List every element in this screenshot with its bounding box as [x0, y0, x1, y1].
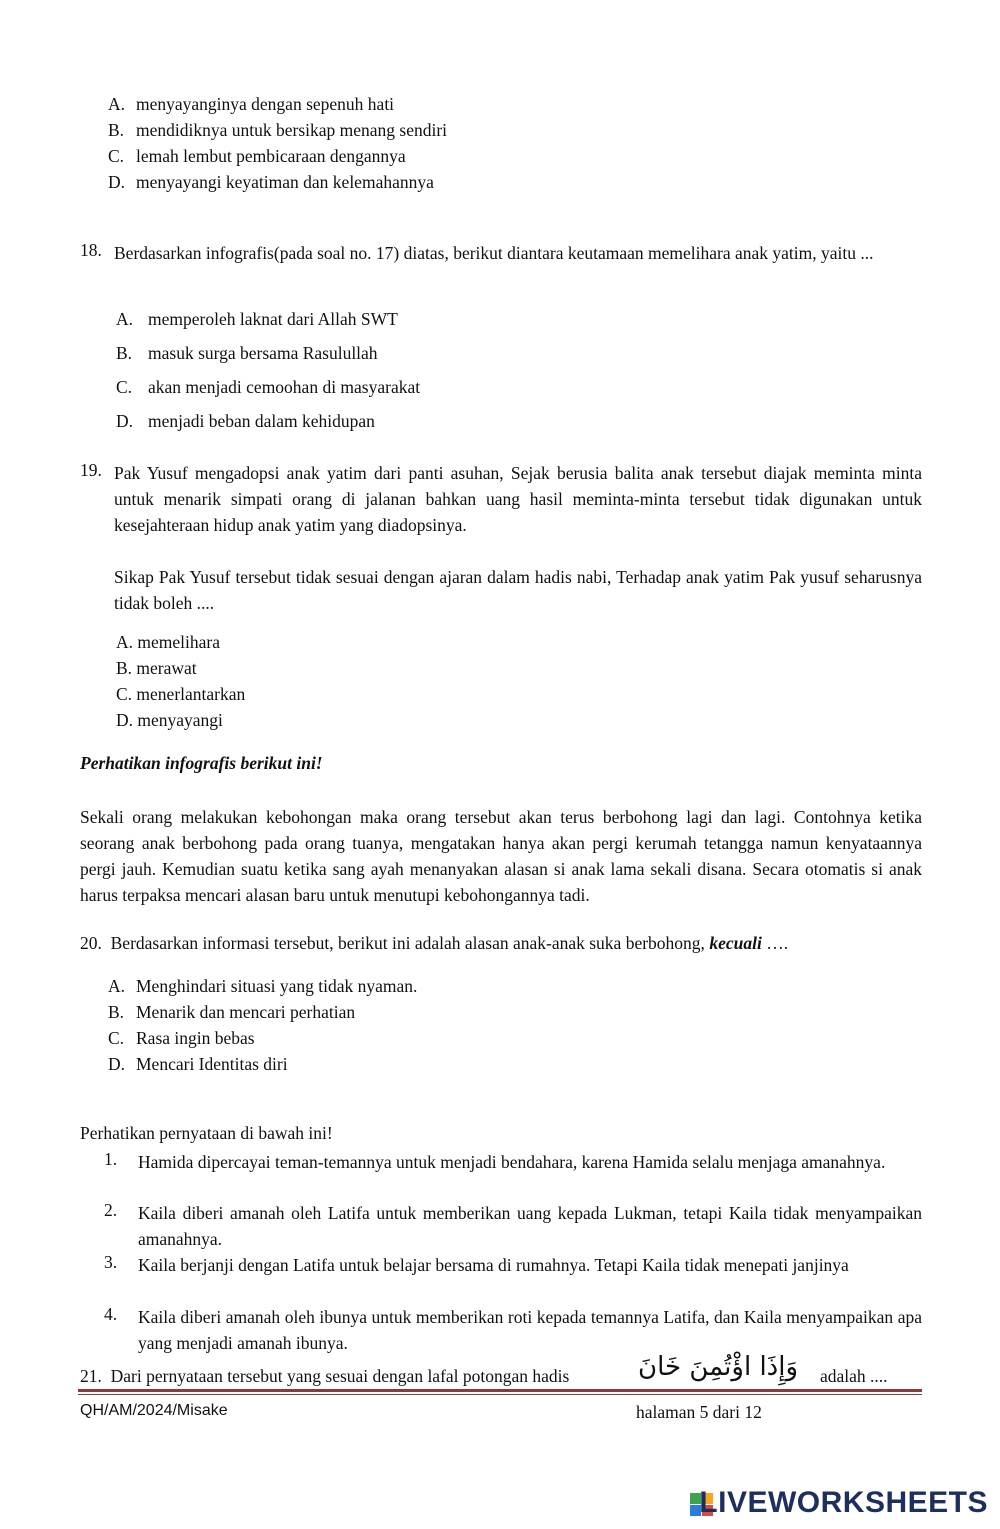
footer-page: halaman 5 dari 12 [636, 1402, 762, 1422]
q21-suffix: adalah .... [820, 1366, 888, 1386]
q20-emphasis: kecuali [709, 933, 762, 953]
q19-text-2: Sikap Pak Yusuf tersebut tidak sesuai dengan ajaran dalam hadis nabi, Terhadap anak yatim Pak yusuf seharusnya tidak boleh .... [114, 567, 922, 613]
statement-number: 1. [104, 1149, 118, 1169]
statement-number: 3. [104, 1252, 118, 1272]
q19-option-d[interactable]: D. menyayangi [116, 710, 223, 730]
q19-text: Pak Yusuf mengadopsi anak yatim dari panti asuhan, Sejak berusia balita anak tersebut diajak meminta minta untuk menarik simpati orang di jalanan bahkan uang hasil meminta-minta tersebut tidak digunakan untuk kesejahteraan hidup anak yatim yang diadopsinya. [114, 463, 922, 535]
statement-text: Kaila diberi amanah oleh ibunya untuk memberikan roti kepada temannya Latifa, dan Kaila menyampaikan apa yang menjadi amanah ibunya. [138, 1307, 922, 1353]
footer-rule-thick [78, 1389, 922, 1392]
statement-text: Kaila diberi amanah oleh Latifa untuk memberikan uang kepada Lukman, tetapi Kaila tidak menyampaikan amanahnya. [138, 1203, 922, 1249]
q21-arabic-hadith: وَإِذَا اؤْتُمِنَ خَانَ [638, 1352, 799, 1382]
q20-question: 20. Berdasarkan informasi tersebut, berikut ini adalah alasan anak-anak suka berbohong, kecuali …. [80, 933, 789, 953]
statement-number: 4. [104, 1304, 118, 1324]
q18-option-a[interactable]: A. memperoleh laknat dari Allah SWT [116, 309, 398, 329]
liveworksheets-brand[interactable]: LIVEWORKSHEETS [699, 1486, 988, 1519]
q20-option-a[interactable]: A. Menghindari situasi yang tidak nyaman. [108, 976, 418, 996]
q17-option-d[interactable]: D. menyayangi keyatiman dan kelemahannya [108, 172, 434, 192]
footer-code: QH/AM/2024/Misake [80, 1402, 228, 1419]
q20-option-b[interactable]: B. Menarik dan mencari perhatian [108, 1002, 356, 1022]
q17-option-a[interactable]: A. menyayanginya dengan sepenuh hati [108, 94, 395, 114]
q17-option-c[interactable]: C. lemah lembut pembicaraan dengannya [108, 146, 406, 166]
footer-rule-thin [78, 1394, 922, 1395]
q18-text: Berdasarkan infografis(pada soal no. 17) diatas, berikut diantara keutamaan memelihara anak yatim, yaitu ... [114, 243, 874, 263]
q18-option-d[interactable]: D. menjadi beban dalam kehidupan [116, 411, 375, 431]
q19-number: 19. [80, 460, 102, 480]
q18-option-b[interactable]: B. masuk surga bersama Rasulullah [116, 343, 378, 363]
q20-option-c[interactable]: C. Rasa ingin bebas [108, 1028, 255, 1048]
q19-option-b[interactable]: B. merawat [116, 658, 197, 678]
q18-number: 18. [80, 240, 102, 260]
statements-heading: Perhatikan pernyataan di bawah ini! [80, 1123, 333, 1143]
q19-option-a[interactable]: A. memelihara [116, 632, 220, 652]
q20-option-d[interactable]: D. Mencari Identitas diri [108, 1054, 288, 1074]
infografis-heading: Perhatikan infografis berikut ini! [80, 753, 323, 773]
q21-question: 21. Dari pernyataan tersebut yang sesuai dengan lafal potongan hadis [80, 1366, 570, 1386]
q19-option-c[interactable]: C. menerlantarkan [116, 684, 246, 704]
statement-text: Kaila berjanji dengan Latifa untuk belajar bersama di rumahnya. Tetapi Kaila tidak menepati janjinya [138, 1255, 849, 1275]
statement-text: Hamida dipercayai teman-temannya untuk menjadi bendahara, karena Hamida selalu menjaga amanahnya. [138, 1152, 886, 1172]
statement-number: 2. [104, 1200, 118, 1220]
infografis-text: Sekali orang melakukan kebohongan maka orang tersebut akan terus berbohong lagi dan lagi. Contohnya ketika seorang anak berbohong pada orang tuanya, mengatakan hanya akan pergi kerumah tetangga namun kenyataannya pergi jauh. Kemudian suatu ketika sang ayah menanyakan alasan si anak lama sekali disana. Secara otomatis si anak harus terpaksa mencari alasan baru untuk menutupi kebohongannya tadi. [80, 807, 922, 905]
q18-option-c[interactable]: C. akan menjadi cemoohan di masyarakat [116, 377, 421, 397]
q17-option-b[interactable]: B. mendidiknya untuk bersikap menang sendiri [108, 120, 448, 140]
